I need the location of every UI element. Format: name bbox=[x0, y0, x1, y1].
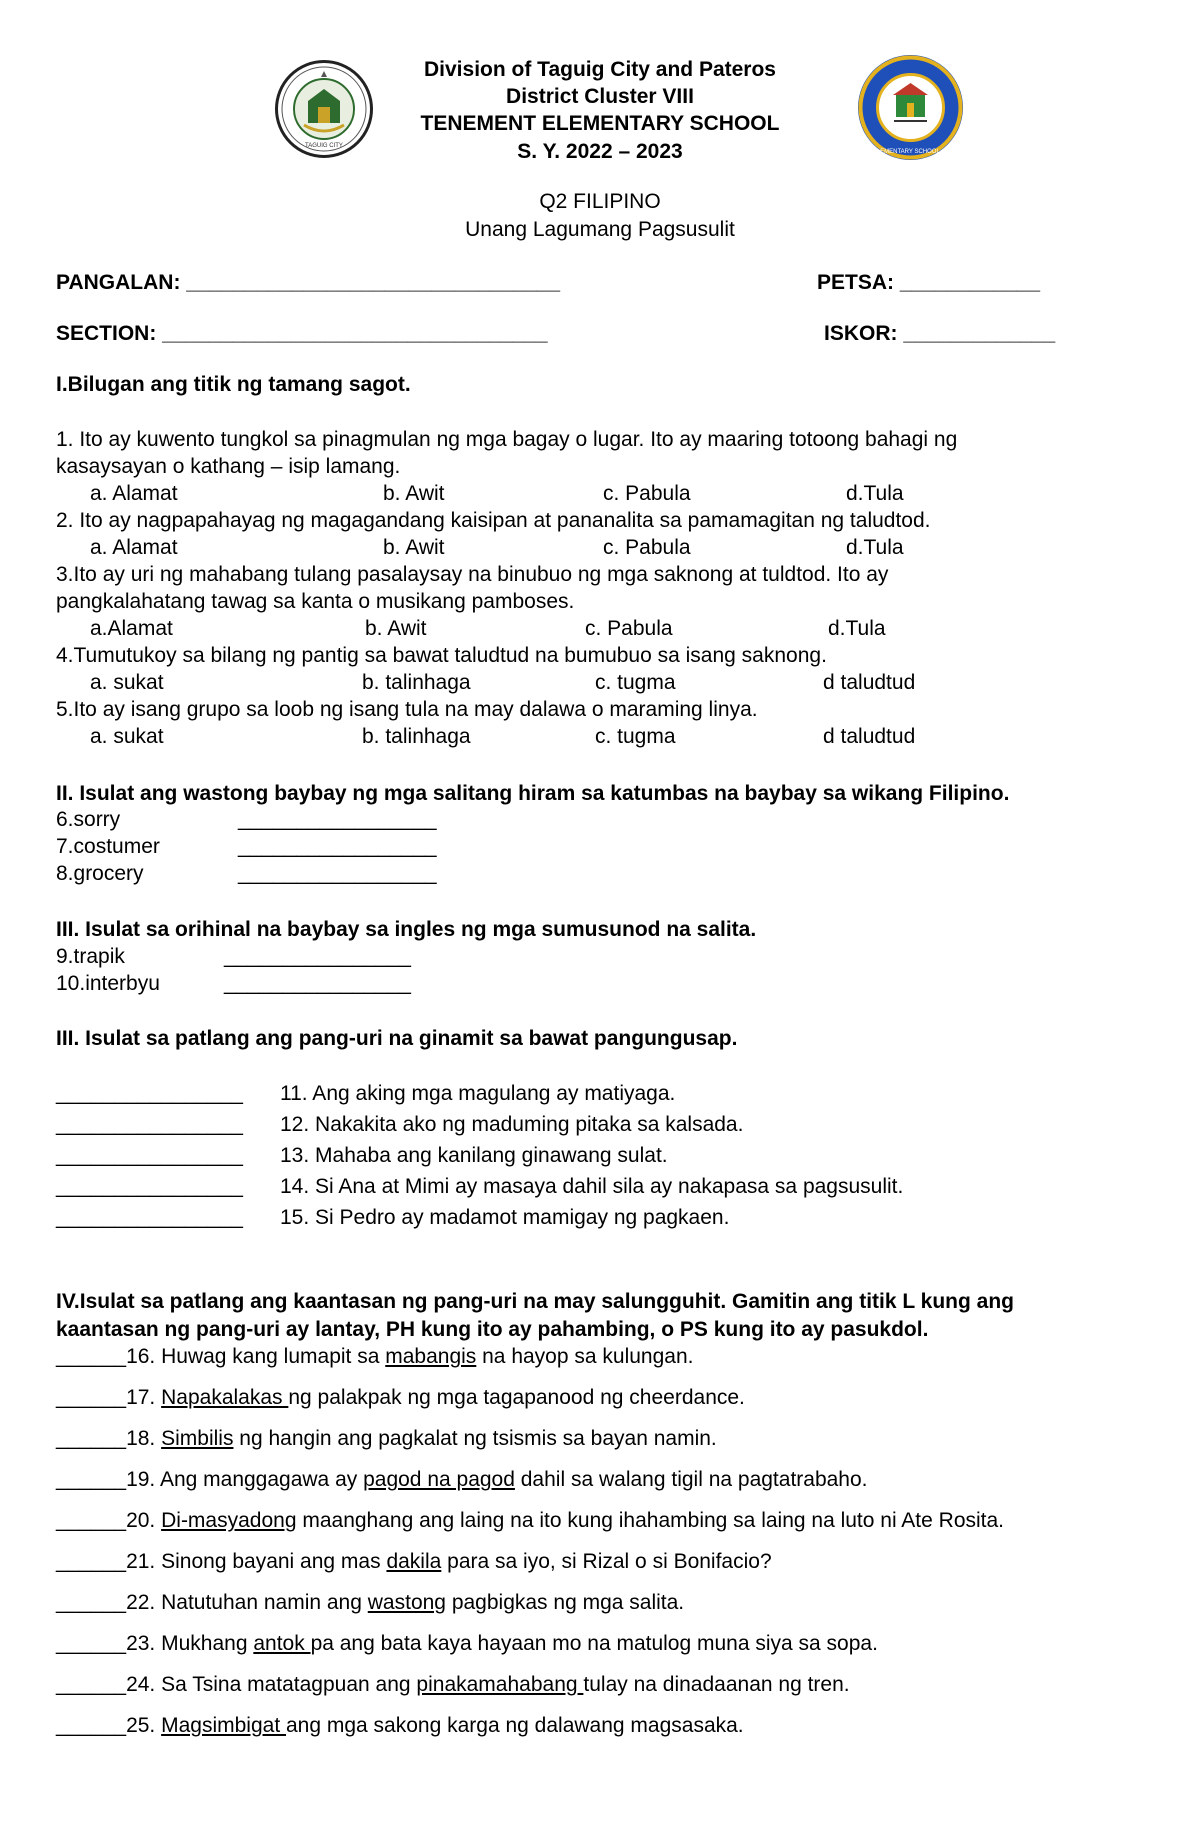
q4-option-c[interactable]: c. tugma bbox=[595, 671, 676, 694]
item-6: 6.sorry bbox=[56, 808, 121, 831]
item-15-blank[interactable]: ________________ bbox=[56, 1206, 243, 1229]
item-23-pre: 23. Mukhang bbox=[126, 1632, 254, 1655]
item-7: 7.costumer bbox=[56, 835, 160, 858]
item-12-blank[interactable]: ________________ bbox=[56, 1113, 243, 1136]
item-17-underlined: Napakalakas bbox=[161, 1386, 289, 1409]
item-19-blank[interactable]: ______ bbox=[56, 1468, 127, 1491]
part4-title-line1: IV.Isulat sa patlang ang kaantasan ng pang-uri na may salungguhit. Gamitin ang titik L kung ang bbox=[56, 1290, 1014, 1313]
item-23-post: pa ang bata kaya hayaan mo na matulog muna siya sa sopa. bbox=[310, 1632, 878, 1655]
q4-option-a[interactable]: a. sukat bbox=[90, 671, 164, 694]
item-23-row bbox=[56, 1632, 878, 1656]
question-2: 2. Ito ay nagpapahayag ng magagandang kaisipan at pananalita sa pamamagitan ng taludtod. bbox=[56, 509, 931, 532]
item-20-pre: 20. bbox=[126, 1509, 162, 1532]
item-25-underlined: Magsimbigat bbox=[161, 1714, 286, 1737]
q2-option-c[interactable]: c. Pabula bbox=[603, 536, 691, 559]
item-25-row bbox=[56, 1714, 744, 1738]
q2-option-d[interactable]: d.Tula bbox=[846, 536, 904, 559]
q1-option-a[interactable]: a. Alamat bbox=[90, 482, 178, 505]
subject-title: Q2 FILIPINO bbox=[539, 190, 661, 213]
item-23-blank[interactable]: ______ bbox=[56, 1632, 127, 1655]
item-12: 12. Nakakita ako ng maduming pitaka sa kalsada. bbox=[280, 1113, 744, 1136]
item-9: 9.trapik bbox=[56, 945, 125, 968]
item-9-blank[interactable]: ________________ bbox=[224, 945, 411, 968]
item-17-post: ng palakpak ng mga tagapanood ng cheerdance. bbox=[288, 1386, 745, 1409]
question-3-line1: 3.Ito ay uri ng mahabang tulang pasalaysay na binubuo ng mga saknong at tuldtod. Ito ay bbox=[56, 563, 889, 586]
item-18-blank[interactable]: ______ bbox=[56, 1427, 127, 1450]
q5-option-d[interactable]: d taludtud bbox=[823, 725, 916, 748]
item-19-post: dahil sa walang tigil na pagtatrabaho. bbox=[514, 1468, 868, 1491]
item-18-post: ng hangin ang pagkalat ng tsismis sa bayan namin. bbox=[233, 1427, 717, 1450]
q2-option-a[interactable]: a. Alamat bbox=[90, 536, 178, 559]
item-6-blank[interactable]: _________________ bbox=[238, 808, 437, 831]
question-3-line2: pangkalahatang tawag sa kanta o musikang pamboses. bbox=[56, 590, 575, 613]
q5-option-b[interactable]: b. talinhaga bbox=[362, 725, 471, 748]
part3-title: III. Isulat sa orihinal na baybay sa ingles ng mga sumusunod na salita. bbox=[56, 918, 757, 941]
item-18-underlined: Simbilis bbox=[161, 1427, 234, 1450]
q2-option-b[interactable]: b. Awit bbox=[383, 536, 445, 559]
item-15: 15. Si Pedro ay madamot mamigay ng pagkaen. bbox=[280, 1206, 730, 1229]
item-18-row bbox=[56, 1427, 717, 1451]
item-8-blank[interactable]: _________________ bbox=[238, 862, 437, 885]
item-13-blank[interactable]: ________________ bbox=[56, 1144, 243, 1167]
part2-title: II. Isulat ang wastong baybay ng mga salitang hiram sa katumbas na baybay sa wikang Filipino. bbox=[56, 782, 1010, 805]
item-22-row bbox=[56, 1591, 684, 1615]
item-20-post: maanghang ang laing na ito kung ihahambing sa laing na luto ni Ate Rosita. bbox=[296, 1509, 1005, 1532]
part3b-title: III. Isulat sa patlang ang pang-uri na ginamit sa bawat pangungusap. bbox=[56, 1027, 738, 1050]
q1-option-d[interactable]: d.Tula bbox=[846, 482, 904, 505]
item-16-row bbox=[56, 1345, 693, 1369]
header-district: District Cluster VIII bbox=[506, 85, 694, 108]
item-18-pre: 18. bbox=[126, 1427, 162, 1450]
item-25-blank[interactable]: ______ bbox=[56, 1714, 127, 1737]
item-24-blank[interactable]: ______ bbox=[56, 1673, 127, 1696]
question-5: 5.Ito ay isang grupo sa loob ng isang tula na may dalawa o maraming linya. bbox=[56, 698, 758, 721]
item-16-pre: 16. Huwag kang lumapit sa bbox=[126, 1345, 386, 1368]
part1-title: I.Bilugan ang titik ng tamang sagot. bbox=[56, 373, 411, 396]
item-16-blank[interactable]: ______ bbox=[56, 1345, 127, 1368]
item-13: 13. Mahaba ang kanilang ginawang sulat. bbox=[280, 1144, 668, 1167]
item-24-underlined: pinakamahabang bbox=[416, 1673, 584, 1696]
item-17-row bbox=[56, 1386, 745, 1410]
q4-option-b[interactable]: b. talinhaga bbox=[362, 671, 471, 694]
question-4: 4.Tumutukoy sa bilang ng pantig sa bawat taludtud na bumubuo sa isang saknong. bbox=[56, 644, 827, 667]
item-21-pre: 21. Sinong bayani ang mas bbox=[126, 1550, 387, 1573]
item-19-row bbox=[56, 1468, 868, 1492]
q1-option-c[interactable]: c. Pabula bbox=[603, 482, 691, 505]
header-school-year: S. Y. 2022 – 2023 bbox=[517, 140, 683, 163]
item-17-blank[interactable]: ______ bbox=[56, 1386, 127, 1409]
item-7-blank[interactable]: _________________ bbox=[238, 835, 437, 858]
item-14: 14. Si Ana at Mimi ay masaya dahil sila ay nakapasa sa pagsusulit. bbox=[280, 1175, 904, 1198]
item-21-row bbox=[56, 1550, 772, 1574]
q1-option-b[interactable]: b. Awit bbox=[383, 482, 445, 505]
part4-title-line2: kaantasan ng pang-uri ay lantay, PH kung ito ay pahambing, o PS kung ito ay pasukdol. bbox=[56, 1318, 929, 1341]
item-8: 8.grocery bbox=[56, 862, 144, 885]
item-20-blank[interactable]: ______ bbox=[56, 1509, 127, 1532]
item-23-underlined: antok bbox=[253, 1632, 311, 1655]
header-school: TENEMENT ELEMENTARY SCHOOL bbox=[420, 112, 780, 135]
item-16-post: na hayop sa kulungan. bbox=[476, 1345, 694, 1368]
date-field[interactable]: PETSA: ____________ bbox=[817, 271, 1040, 294]
item-10: 10.interbyu bbox=[56, 972, 160, 995]
q5-option-a[interactable]: a. sukat bbox=[90, 725, 164, 748]
score-field[interactable]: ISKOR: _____________ bbox=[824, 322, 1056, 345]
item-21-post: para sa iyo, si Rizal o si Bonifacio? bbox=[441, 1550, 772, 1573]
name-field[interactable]: PANGALAN: ________________________________ bbox=[56, 271, 560, 294]
item-24-post: tulay na dinadaanan ng tren. bbox=[583, 1673, 850, 1696]
item-20-row bbox=[56, 1509, 1004, 1533]
item-22-underlined: wastong bbox=[367, 1591, 446, 1614]
q3-option-c[interactable]: c. Pabula bbox=[585, 617, 673, 640]
item-10-blank[interactable]: ________________ bbox=[224, 972, 411, 995]
header-division: Division of Taguig City and Pateros bbox=[424, 58, 776, 81]
item-11: 11. Ang aking mga magulang ay matiyaga. bbox=[280, 1082, 676, 1105]
item-25-pre: 25. bbox=[126, 1714, 162, 1737]
item-25-post: ang mga sakong karga ng dalawang magsasaka. bbox=[286, 1714, 744, 1737]
item-24-row bbox=[56, 1673, 850, 1697]
item-19-pre: 19. Ang manggagawa ay bbox=[126, 1468, 364, 1491]
q4-option-d[interactable]: d taludtud bbox=[823, 671, 916, 694]
item-21-blank[interactable]: ______ bbox=[56, 1550, 127, 1573]
item-14-blank[interactable]: ________________ bbox=[56, 1175, 243, 1198]
q3-option-a[interactable]: a.Alamat bbox=[90, 617, 173, 640]
exam-title: Unang Lagumang Pagsusulit bbox=[465, 218, 735, 241]
section-field[interactable]: SECTION: _________________________________ bbox=[56, 322, 548, 345]
item-20-underlined: Di-masyadong bbox=[161, 1509, 297, 1532]
question-1-line2: kasaysayan o kathang – isip lamang. bbox=[56, 455, 401, 478]
item-22-pre: 22. Natutuhan namin ang bbox=[126, 1591, 368, 1614]
item-22-blank[interactable]: ______ bbox=[56, 1591, 127, 1614]
item-24-pre: 24. Sa Tsina matatagpuan ang bbox=[126, 1673, 417, 1696]
left-seal-text: TAGUIG CITY bbox=[305, 143, 343, 149]
q3-option-d[interactable]: d.Tula bbox=[828, 617, 886, 640]
q3-option-b[interactable]: b. Awit bbox=[365, 617, 427, 640]
item-21-underlined: dakila bbox=[386, 1550, 442, 1573]
q5-option-c[interactable]: c. tugma bbox=[595, 725, 676, 748]
item-22-post: pagbigkas ng mga salita. bbox=[445, 1591, 685, 1614]
item-19-underlined: pagod na pagod bbox=[363, 1468, 515, 1491]
right-seal-text: TENEMENT ELEMENTARY SCHOOL • TAGUIG CITY bbox=[838, 149, 983, 155]
item-17-pre: 17. bbox=[126, 1386, 162, 1409]
item-16-underlined: mabangis bbox=[385, 1345, 477, 1368]
item-11-blank[interactable]: ________________ bbox=[56, 1082, 243, 1105]
question-1-line1: 1. Ito ay kuwento tungkol sa pinagmulan ng mga bagay o lugar. Ito ay maaring totoong bahagi ng bbox=[56, 428, 958, 451]
